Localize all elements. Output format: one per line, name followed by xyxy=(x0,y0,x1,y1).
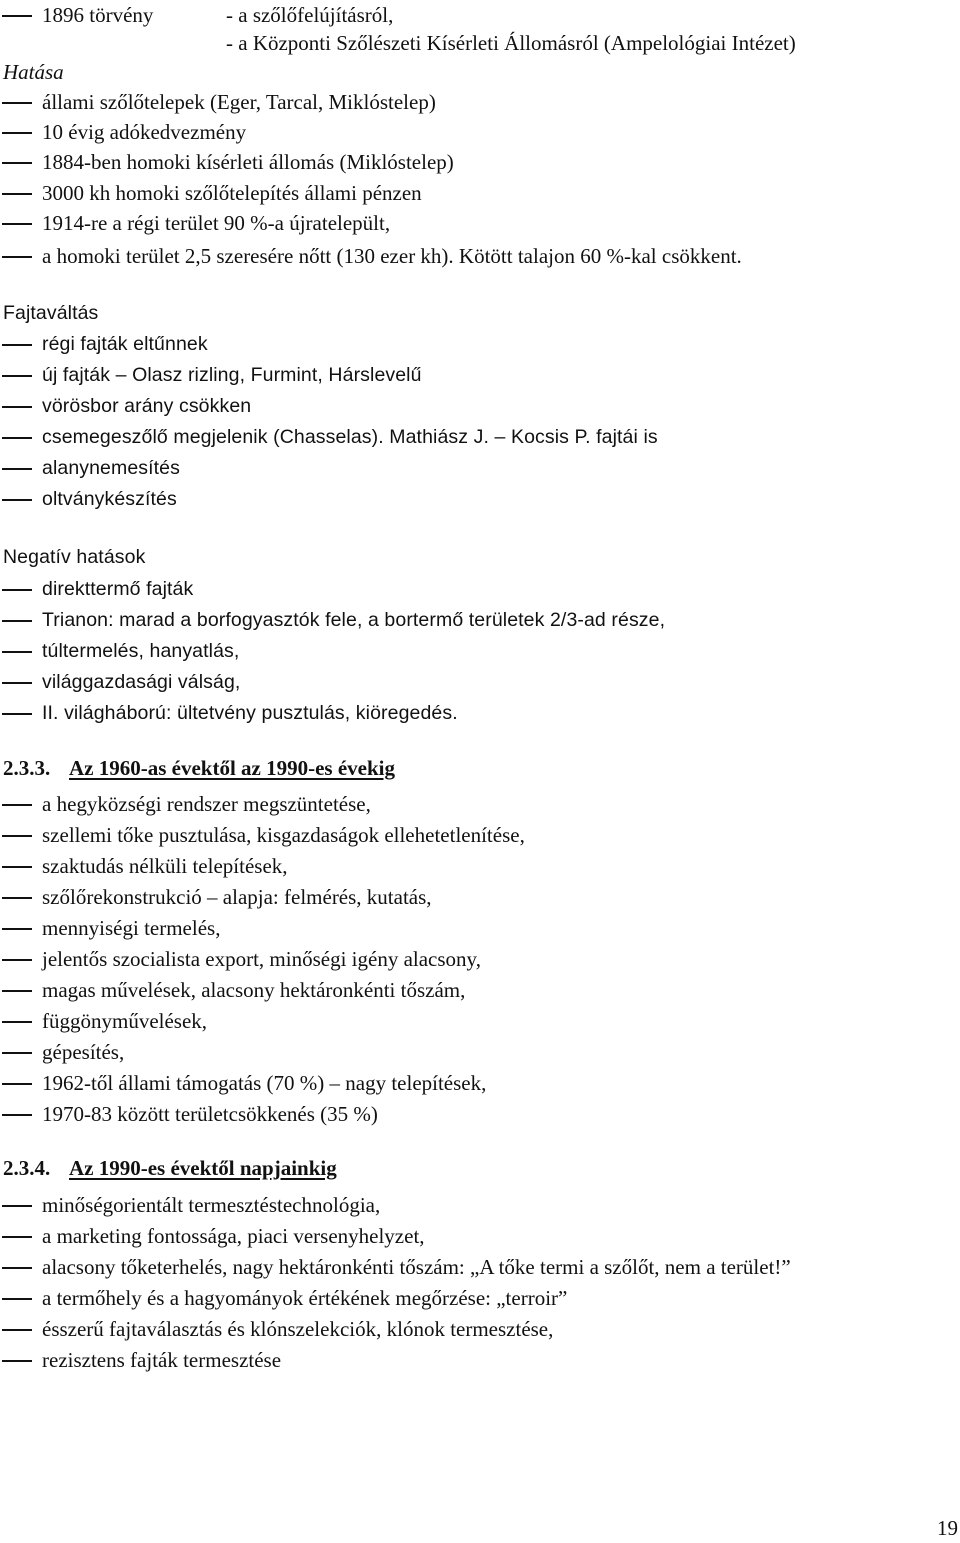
list-item-text: állami szőlőtelepek (Eger, Tarcal, Miklóstelep) xyxy=(42,90,436,114)
dash-bullet xyxy=(0,391,34,421)
dash-bullet xyxy=(0,1252,34,1282)
list-item-text: II. világháború: ültetvény pusztulás, kiöregedés. xyxy=(42,702,458,724)
law-item-2: - a Központi Szőlészeti Kísérleti Állomásról (Ampelológiai Intézet) xyxy=(226,31,796,55)
list-item-text: szőlőrekonstrukció – alapja: felmérés, kutatás, xyxy=(42,885,432,909)
dash-bullet xyxy=(0,329,34,359)
dash-bullet xyxy=(0,208,34,238)
list-item-text: a hegyközségi rendszer megszüntetése, xyxy=(42,792,371,816)
dash-bullet xyxy=(0,636,34,666)
list-item-text: a homoki terület 2,5 szeresére nőtt (130 ezer kh). Kötött talajon 60 %-kal csökkent. xyxy=(42,244,742,268)
list-item-text: rezisztens fajták termesztése xyxy=(42,1348,282,1372)
dash-bullet xyxy=(0,1283,34,1313)
section-number: 2.3.3. xyxy=(3,756,51,780)
list-item-text: oltványkészítés xyxy=(42,488,177,510)
list-item-text: 1914-re a régi terület 90 %-a újratelepült, xyxy=(42,211,391,235)
list-item-text: mennyiségi termelés, xyxy=(42,916,221,940)
fajtavaltas-heading: Fajtaváltás xyxy=(3,302,99,324)
list-item-text: szellemi tőke pusztulása, kisgazdaságok ellehetetlenítése, xyxy=(42,823,525,847)
list-item-text: csemegeszőlő megjelenik (Chasselas). Mathiász J. – Kocsis P. fajtái is xyxy=(42,426,658,448)
dash-bullet xyxy=(0,882,34,912)
dash-bullet xyxy=(0,667,34,697)
dash-bullet xyxy=(0,117,34,147)
list-item-text: 1884-ben homoki kísérleti állomás (Miklóstelep) xyxy=(42,150,454,174)
list-item-text: világgazdasági válság, xyxy=(42,671,241,693)
list-item-text: 3000 kh homoki szőlőtelepítés állami pénzen xyxy=(42,181,422,205)
dash-bullet xyxy=(0,87,34,117)
dash-bullet xyxy=(0,241,34,271)
list-item-text: magas művelések, alacsony hektáronkénti tőszám, xyxy=(42,978,466,1002)
section-number: 2.3.4. xyxy=(3,1156,51,1180)
list-item-text: minőségorientált termesztéstechnológia, xyxy=(42,1193,381,1217)
list-item-text: túltermelés, hanyatlás, xyxy=(42,640,240,662)
dash-bullet xyxy=(0,913,34,943)
dash-bullet xyxy=(0,1221,34,1251)
list-item-text: új fajták – Olasz rizling, Furmint, Hárslevelű xyxy=(42,364,422,386)
dash-bullet xyxy=(0,851,34,881)
dash-bullet xyxy=(0,698,34,728)
dash-bullet xyxy=(0,1006,34,1036)
dash-bullet xyxy=(0,1190,34,1220)
dash-bullet xyxy=(0,484,34,514)
list-item-text: vörösbor arány csökken xyxy=(42,395,252,417)
dash-bullet xyxy=(0,422,34,452)
dash-bullet xyxy=(0,0,34,30)
dash-bullet xyxy=(0,360,34,390)
list-item-text: jelentős szocialista export, minőségi igény alacsony, xyxy=(42,947,481,971)
dash-bullet xyxy=(0,975,34,1005)
dash-bullet xyxy=(0,789,34,819)
list-item-text: ésszerű fajtaválasztás és klónszelekciók, klónok termesztése, xyxy=(42,1317,554,1341)
dash-bullet xyxy=(0,944,34,974)
list-item-text: 10 évig adókedvezmény xyxy=(42,120,247,144)
list-item-text: függönyművelések, xyxy=(42,1009,208,1033)
law-item-1: - a szőlőfelújításról, xyxy=(226,3,394,27)
list-item-text: szaktudás nélküli telepítések, xyxy=(42,854,288,878)
dash-bullet xyxy=(0,178,34,208)
dash-bullet xyxy=(0,820,34,850)
list-item-text: direkttermő fajták xyxy=(42,578,194,600)
list-item-text: alanynemesítés xyxy=(42,457,180,479)
dash-bullet xyxy=(0,1099,34,1129)
list-item-text: 1970-83 között területcsökkenés (35 %) xyxy=(42,1102,378,1126)
dash-bullet xyxy=(0,605,34,635)
list-item-text: gépesítés, xyxy=(42,1040,125,1064)
section-title: Az 1960-as évektől az 1990-es évekig xyxy=(69,756,396,780)
dash-bullet xyxy=(0,574,34,604)
list-item-text: a termőhely és a hagyományok értékének megőrzése: „terroir” xyxy=(42,1286,568,1310)
dash-bullet xyxy=(0,453,34,483)
dash-bullet xyxy=(0,1345,34,1375)
list-item-text: 1962-től állami támogatás (70 %) – nagy telepítések, xyxy=(42,1071,487,1095)
dash-bullet xyxy=(0,1068,34,1098)
list-item-text: alacsony tőketerhelés, nagy hektáronkénti tőszám: „A tőke termi a szőlőt, nem a terület!” xyxy=(42,1255,791,1279)
list-item-text: a marketing fontossága, piaci versenyhelyzet, xyxy=(42,1224,425,1248)
page-number: 19 xyxy=(937,1516,958,1540)
hatasa-heading: Hatása xyxy=(3,60,64,84)
law-label: 1896 törvény xyxy=(42,3,154,27)
section-title: Az 1990-es évektől napjainkig xyxy=(69,1156,337,1180)
dash-bullet xyxy=(0,1037,34,1067)
list-item-text: Trianon: marad a borfogyasztók fele, a bortermő területek 2/3-ad része, xyxy=(42,609,666,631)
list-item-text: régi fajták eltűnnek xyxy=(42,333,208,355)
dash-bullet xyxy=(0,147,34,177)
negativ-heading: Negatív hatások xyxy=(3,546,146,568)
dash-bullet xyxy=(0,1314,34,1344)
